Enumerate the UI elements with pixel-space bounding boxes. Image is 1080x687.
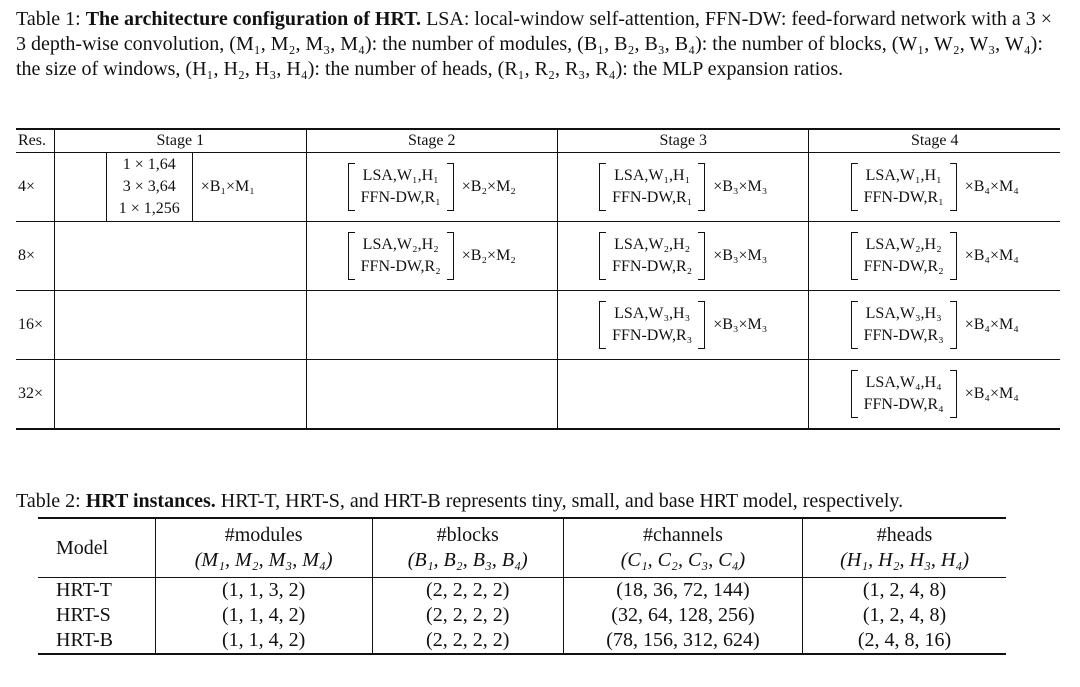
left-bracket bbox=[851, 370, 858, 418]
multiplier: ×B₄×M₄ bbox=[964, 316, 1019, 333]
left-bracket bbox=[348, 232, 355, 280]
res-cell: 4× bbox=[16, 153, 55, 222]
stage4-cell bbox=[809, 360, 1060, 430]
stage2-cell bbox=[306, 222, 557, 291]
header-modules bbox=[155, 518, 372, 578]
right-bracket bbox=[447, 163, 454, 211]
header-heads-label: #heads bbox=[876, 524, 933, 546]
header-stage2: Stage 2 bbox=[306, 129, 557, 153]
config-line: LSA,W₁,H₁ bbox=[614, 167, 691, 184]
stage3-cell bbox=[558, 291, 809, 360]
config-block bbox=[558, 222, 808, 290]
blocks-cell: (2, 2, 2, 2) bbox=[372, 578, 563, 604]
config-block bbox=[55, 153, 305, 221]
header-model-label: Model bbox=[56, 536, 109, 559]
right-bracket bbox=[698, 163, 705, 211]
table2-caption-title: HRT instances. bbox=[85, 490, 216, 512]
multiplier: ×B₃×M₃ bbox=[713, 247, 768, 264]
stage1-cell bbox=[55, 291, 306, 360]
channels-cell: (32, 64, 128, 256) bbox=[563, 603, 802, 628]
table2-caption-label: Table 2: bbox=[16, 490, 81, 512]
stage2-cell bbox=[306, 153, 557, 222]
config-line: FFN-DW,R₃ bbox=[612, 327, 693, 344]
modules-cell: (1, 1, 3, 2) bbox=[155, 578, 372, 604]
config-line: FFN-DW,R₁ bbox=[360, 189, 441, 206]
left-bracket bbox=[348, 163, 355, 211]
left-bracket bbox=[106, 152, 113, 222]
architecture-table bbox=[16, 128, 1060, 430]
heads-cell: (2, 4, 8, 16) bbox=[803, 628, 1006, 654]
stage3-cell bbox=[558, 153, 809, 222]
config-line: LSA,W₃,H₃ bbox=[614, 305, 691, 322]
left-bracket bbox=[851, 232, 858, 280]
blocks-cell: (2, 2, 2, 2) bbox=[372, 603, 563, 628]
left-bracket bbox=[599, 301, 606, 349]
config-line: FFN-DW,R₂ bbox=[863, 258, 944, 275]
model-cell: HRT-T bbox=[56, 579, 112, 601]
right-bracket bbox=[186, 152, 193, 222]
table1-caption bbox=[16, 7, 1066, 82]
multiplier: ×B₄×M₄ bbox=[964, 247, 1019, 264]
res-cell: 32× bbox=[16, 360, 55, 430]
stage4-cell bbox=[809, 153, 1060, 222]
config-line: LSA,W₁,H₁ bbox=[362, 167, 439, 184]
config-line: LSA,W₁,H₁ bbox=[865, 167, 942, 184]
header-channels-sub: (C₁, C₂, C₃, C₄) bbox=[620, 549, 746, 571]
config-line: FFN-DW,R₂ bbox=[360, 258, 441, 275]
config-line: FFN-DW,R₃ bbox=[863, 327, 944, 344]
multiplier: ×B₁×M₁ bbox=[200, 178, 255, 195]
config-line: 3 × 3,64 bbox=[122, 178, 176, 195]
model-cell: HRT-B bbox=[38, 628, 155, 654]
header-blocks-label: #blocks bbox=[436, 524, 499, 546]
config-block bbox=[809, 153, 1060, 221]
config-line: 1 × 1,256 bbox=[118, 200, 180, 217]
table1-caption-text: LSA: local-window self-attention, FFN-DW: feed-forward network with a 3 × 3 depth-wise convolution, (M₁, M₂, M₃, M₄): the number of modules, (B₁, B₂, B₃, B₄): the number of blocks, (W₁, W₂, W₃, W₄): the size of windows, (H₁, H₂, H₃, H₄): the number of heads, (R₁, R₂, R₃, R₄): the MLP expansion ratios. bbox=[16, 8, 1052, 80]
header-stage1: Stage 1 bbox=[55, 129, 306, 153]
stage1-cell bbox=[55, 222, 306, 291]
config-line: 1 × 1,64 bbox=[122, 156, 176, 173]
table1-header-row bbox=[16, 129, 1060, 153]
left-bracket bbox=[599, 232, 606, 280]
config-block bbox=[809, 222, 1060, 290]
config-line: FFN-DW,R₁ bbox=[863, 189, 944, 206]
multiplier: ×B₂×M₂ bbox=[461, 178, 516, 195]
header-modules-sub: (M₁, M₂, M₃, M₄) bbox=[194, 549, 333, 571]
table-row bbox=[16, 222, 1060, 291]
right-bracket bbox=[950, 370, 957, 418]
right-bracket bbox=[950, 301, 957, 349]
table2-header-row bbox=[38, 518, 1006, 578]
heads-cell: (1, 2, 4, 8) bbox=[803, 603, 1006, 628]
channels-cell: (78, 156, 312, 624) bbox=[563, 628, 802, 654]
right-bracket bbox=[950, 232, 957, 280]
table-row bbox=[16, 291, 1060, 360]
stage2-cell bbox=[306, 360, 557, 430]
table-row bbox=[38, 578, 1006, 604]
multiplier: ×B₂×M₂ bbox=[461, 247, 516, 264]
table1-caption-label: Table 1: bbox=[16, 8, 81, 30]
table-row bbox=[16, 153, 1060, 222]
config-line: LSA,W₂,H₂ bbox=[614, 236, 691, 253]
table-row bbox=[16, 360, 1060, 430]
header-heads bbox=[803, 518, 1006, 578]
multiplier: ×B₃×M₃ bbox=[713, 178, 768, 195]
config-line: LSA,W₂,H₂ bbox=[362, 236, 439, 253]
header-blocks-sub: (B₁, B₂, B₃, B₄) bbox=[407, 549, 528, 571]
table2-caption bbox=[16, 489, 1066, 514]
config-line: FFN-DW,R₂ bbox=[612, 258, 693, 275]
table1-caption-title: The architecture configuration of HRT. bbox=[85, 8, 422, 30]
header-model bbox=[38, 518, 155, 578]
right-bracket bbox=[698, 301, 705, 349]
modules-cell: (1, 1, 4, 2) bbox=[155, 628, 372, 654]
config-block bbox=[558, 153, 808, 221]
model-cell: HRT-S bbox=[56, 604, 111, 626]
heads-cell: (1, 2, 4, 8) bbox=[803, 578, 1006, 604]
header-modules-label: #modules bbox=[224, 524, 303, 546]
channels-cell: (18, 36, 72, 144) bbox=[563, 578, 802, 604]
stage3-cell bbox=[558, 360, 809, 430]
header-channels bbox=[563, 518, 802, 578]
header-stage3: Stage 3 bbox=[558, 129, 809, 153]
config-block bbox=[307, 222, 557, 290]
right-bracket bbox=[950, 163, 957, 211]
header-res: Res. bbox=[16, 129, 55, 153]
multiplier: ×B₃×M₃ bbox=[713, 316, 768, 333]
config-block bbox=[809, 360, 1060, 428]
header-blocks bbox=[372, 518, 563, 578]
stage3-cell bbox=[558, 222, 809, 291]
right-bracket bbox=[447, 232, 454, 280]
multiplier: ×B₄×M₄ bbox=[964, 385, 1019, 402]
config-block bbox=[809, 291, 1060, 359]
stage1-cell bbox=[55, 153, 306, 222]
blocks-cell: (2, 2, 2, 2) bbox=[372, 628, 563, 654]
config-line: FFN-DW,R₁ bbox=[612, 189, 693, 206]
modules-cell: (1, 1, 4, 2) bbox=[155, 603, 372, 628]
table-row bbox=[38, 603, 1006, 628]
config-line: FFN-DW,R₄ bbox=[863, 396, 944, 413]
config-line: LSA,W₃,H₃ bbox=[865, 305, 942, 322]
header-stage4: Stage 4 bbox=[809, 129, 1060, 153]
stage1-cell bbox=[55, 360, 306, 430]
left-bracket bbox=[851, 163, 858, 211]
header-channels-label: #channels bbox=[642, 524, 723, 546]
multiplier: ×B₄×M₄ bbox=[964, 178, 1019, 195]
res-cell: 8× bbox=[16, 222, 55, 291]
config-line: LSA,W₄,H₄ bbox=[865, 374, 942, 391]
stage2-cell bbox=[306, 291, 557, 360]
left-bracket bbox=[599, 163, 606, 211]
table-row bbox=[38, 628, 1006, 654]
config-block bbox=[307, 153, 557, 221]
right-bracket bbox=[698, 232, 705, 280]
config-line: LSA,W₂,H₂ bbox=[865, 236, 942, 253]
config-block bbox=[558, 291, 808, 359]
table2-caption-text: HRT-T, HRT-S, and HRT-B represents tiny, small, and base HRT model, respectively. bbox=[215, 490, 904, 512]
stage4-cell bbox=[809, 291, 1060, 360]
instances-table bbox=[38, 517, 1006, 655]
header-heads-sub: (H₁, H₂, H₃, H₄) bbox=[840, 549, 969, 571]
stage4-cell bbox=[809, 222, 1060, 291]
left-bracket bbox=[851, 301, 858, 349]
res-cell: 16× bbox=[16, 291, 55, 360]
